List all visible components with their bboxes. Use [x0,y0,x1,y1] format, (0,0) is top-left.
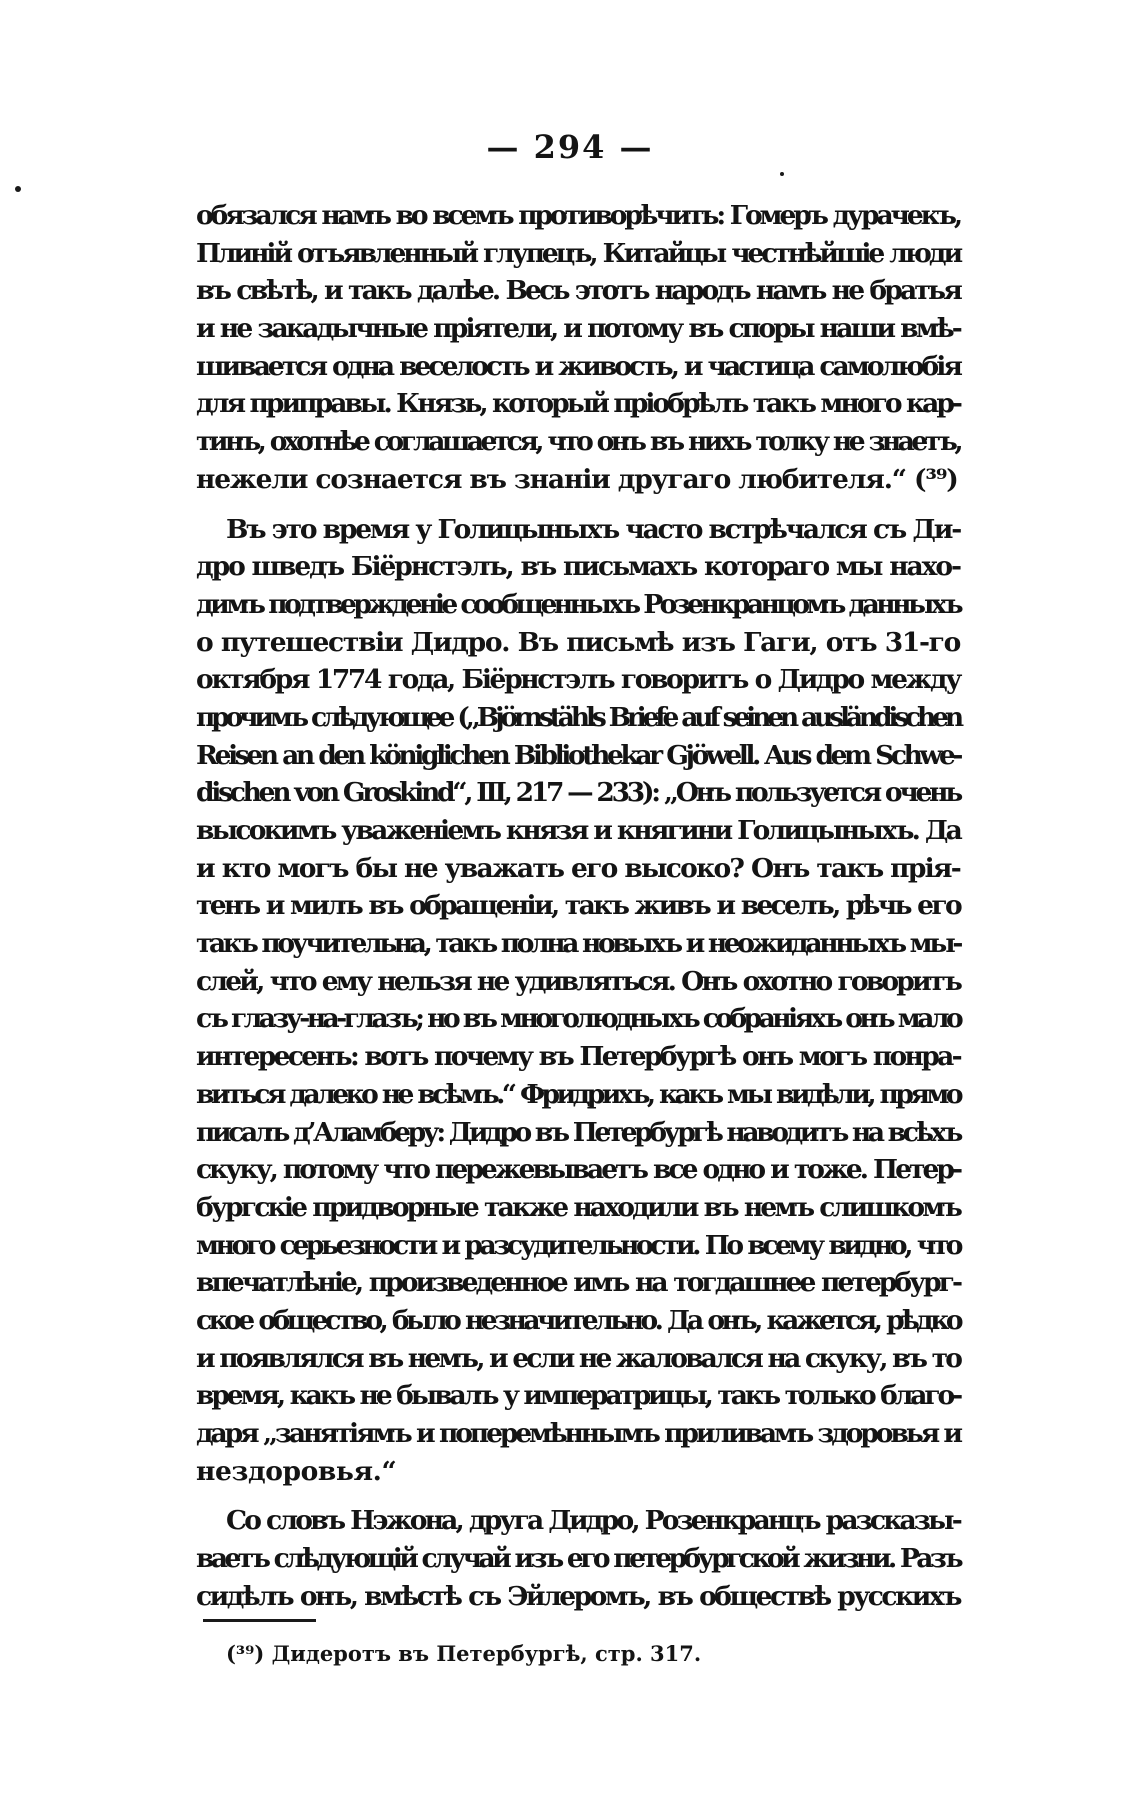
paragraph-gap [196,499,960,511]
paragraph [196,511,960,1491]
text-line: съ глазу-на-глазъ; но въ многолюдныхъ собраніяхъ онъ мало [196,1003,961,1035]
text-line: Со словъ Нэжона, друга Дидро, Розенкранцъ разсказы- [226,1505,960,1537]
paragraph [196,197,960,499]
text-line: прочимъ слѣдующее („Björnstähls Briefe auf seinen ausländischen [196,701,960,733]
ink-speck [780,172,784,176]
text-line: шивается одна веселость и живость, и частица самолюбія [196,350,960,382]
text-line: Reisen an den königlichen Bibliothekar Gjöwell. Aus dem Schwe- [196,739,960,771]
text-line: писалъ д’Аламберу: Дидро въ Петербургѣ наводитъ на всѣхъ [196,1116,960,1148]
text-line: и не закадычные пріятели, и потому въ споры наши вмѣ- [196,313,960,345]
text-line: Плиній отъявленный глупецъ, Китайцы честнѣйшіе люди [196,237,960,269]
text-line: бургскіе придворные также находили въ немъ слишкомъ [196,1191,960,1223]
text-line: много серьезности и разсудительности. По всему видно, что [196,1229,960,1261]
text-line: дро шведъ Біёрнстэлъ, въ письмахъ котораго мы нахо- [196,551,960,583]
text-line: высокимъ уваженіемъ князя и княгини Голицыныхъ. Да [196,815,960,846]
text-line: ское общество, было незначительно. Да онъ, кажется, рѣдко [196,1304,960,1336]
text-line: виться далеко не всѣмъ.“ Фридрихъ, какъ мы видѣли, прямо [196,1078,960,1110]
text-line: время, какъ не бывалъ у императрицы, такъ только благо- [196,1380,960,1412]
ink-speck [15,186,21,192]
text-line: тенъ и милъ въ обращеніи, такъ живъ и веселъ, рѣчь его [196,890,960,922]
paragraph [196,1502,960,1615]
body-text [196,197,960,1615]
text-line: тинъ, охотнѣе соглашается, что онъ въ нихъ толку не знаетъ, [196,426,960,458]
text-line: нездоровья.“ [196,1455,397,1487]
text-line: въ свѣтѣ, и такъ далѣе. Весь этотъ народъ намъ не братья [196,275,960,307]
text-line: Въ это время у Голицыныхъ часто встрѣчался съ Ди- [226,513,960,545]
footnote-separator [203,1619,316,1622]
paragraph-gap [196,1490,960,1502]
text-line: для приправы. Князь, который пріобрѣлъ такъ много кар- [196,388,960,420]
text-line: нежели сознается въ знаніи другаго любителя.“ (³⁹) [196,463,958,495]
text-line: и появлялся въ немъ, и если не жаловался на скуку, въ то [196,1342,961,1374]
text-line: слей, что ему нельзя не удивляться. Онъ охотно говоритъ [196,965,960,997]
text-line: интересенъ: вотъ почему въ Петербургѣ онъ могъ понра- [196,1041,960,1073]
text-line: обязался намъ во всемъ противорѣчить: Гомеръ дурачекъ, [196,200,960,231]
text-line: о путешествіи Дидро. Въ письмѣ изъ Гаги, отъ 31-го [196,626,960,658]
text-line: даря „занятіямъ и поперемѣннымъ приливамъ здоровья и [196,1418,960,1449]
text-line: впечатлѣніе, произведенное имъ на тогдашнее петербург- [196,1267,960,1299]
footnote: (³⁹) Дидеротъ въ Петербургѣ, стр. 317. [226,1641,702,1666]
text-line: октября 1774 года, Біёрнстэлъ говоритъ о Дидро между [196,664,960,696]
text-line: скуку, потому что пережевываетъ все одно и тоже. Петер- [196,1154,960,1186]
text-line: сидѣлъ онъ, вмѣстѣ съ Эйлеромъ, въ обществѣ русскихъ [196,1580,960,1612]
page-number: — 294 — [486,128,654,166]
text-line: такъ поучительна, такъ полна новыхъ и неожиданныхъ мы- [196,928,960,960]
text-line: димъ подтвержденіе сообщенныхъ Розенкранцомъ данныхъ [196,588,960,620]
text-line: ваетъ слѣдующій случай изъ его петербургской жизни. Разъ [196,1543,960,1575]
text-line: dischen von Groskind“, III, 217 — 233): „Онъ пользуется очень [196,777,960,809]
text-line: и кто могъ бы не уважать его высоко? Онъ такъ прія- [196,852,960,884]
